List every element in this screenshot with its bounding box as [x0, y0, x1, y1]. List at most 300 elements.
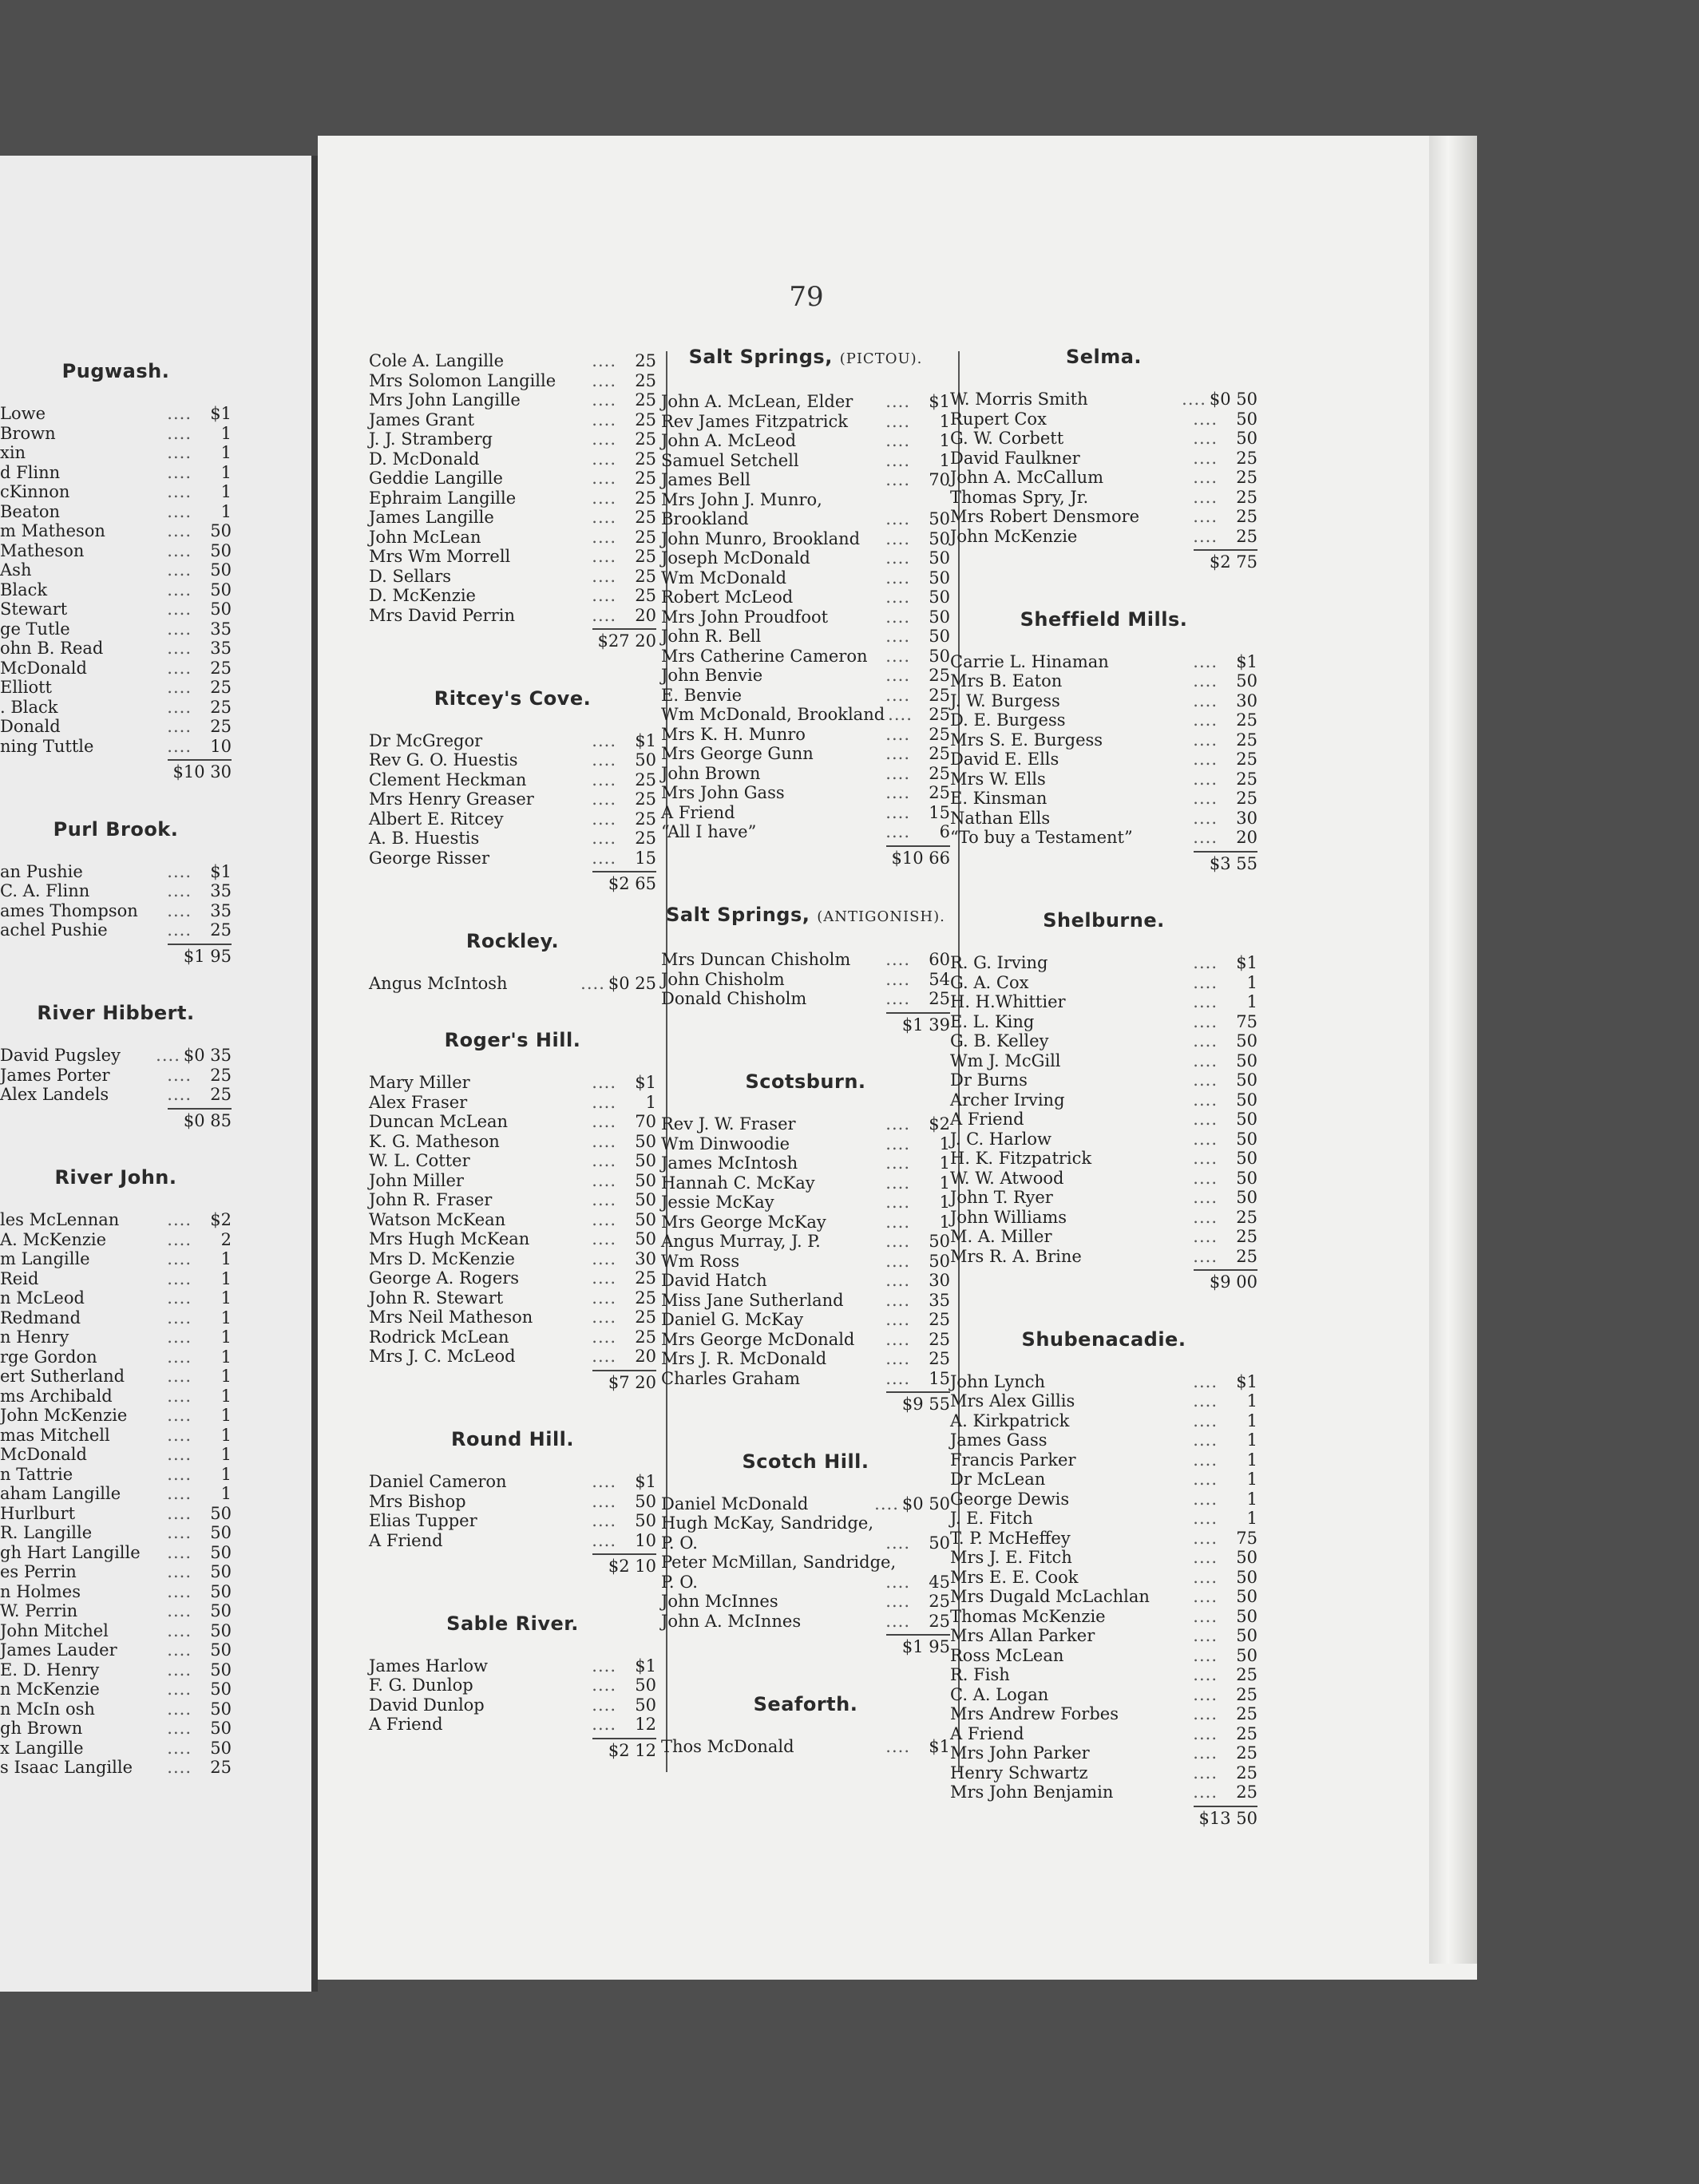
section-gap [661, 1414, 950, 1450]
leader-dots: .... [167, 697, 192, 717]
entry-name: Mrs Neil Matheson [369, 1308, 533, 1327]
section-subtitle: (ANTIGONISH). [817, 908, 945, 925]
entry-amount: 25 [929, 724, 950, 744]
entry-row [661, 989, 950, 1009]
entry-row [661, 1291, 950, 1311]
leader-dots: .... [167, 1699, 192, 1719]
entry-name: Joseph McDonald [661, 548, 810, 568]
entry-amount: 50 [635, 1131, 656, 1151]
entry-name: G. W. Corbett [950, 429, 1064, 448]
leader-dots: .... [1193, 1371, 1218, 1391]
entry-name: John R. Stewart [369, 1288, 504, 1308]
entry-amount: 1 [220, 1327, 232, 1347]
entry-row [950, 1568, 1257, 1588]
leader-dots: .... [1193, 1704, 1218, 1723]
entry-row [661, 1232, 950, 1252]
heading-gap [661, 929, 950, 950]
entry-row [0, 639, 232, 659]
entry-row [0, 1445, 232, 1465]
leader-dots: .... [167, 717, 192, 736]
leader-dots: .... [167, 1268, 192, 1288]
entry-amount: 12 [635, 1715, 656, 1734]
entry-row [661, 392, 950, 412]
entry-name: Elias Tupper [369, 1511, 477, 1530]
entry-amount: 1 [1246, 1410, 1257, 1430]
entry-amount: 50 [210, 599, 232, 619]
entry-name: Jessie McKay [661, 1193, 774, 1212]
entry-row [950, 1646, 1257, 1666]
section-title: Salt Springs, [666, 904, 810, 926]
section-gap [950, 873, 1257, 908]
leader-dots: .... [167, 1347, 192, 1367]
leader-dots: .... [167, 639, 192, 658]
leader-dots: .... [885, 411, 910, 431]
leader-dots: .... [885, 1310, 910, 1329]
heading-gap [369, 1451, 656, 1472]
entry-name: E. D. Henry [0, 1660, 100, 1680]
heading-gap [369, 1636, 656, 1656]
entry-name: Thomas McKenzie [950, 1606, 1106, 1626]
leader-dots: .... [592, 1676, 616, 1695]
entry-row [369, 1073, 656, 1093]
leader-dots: .... [885, 969, 910, 989]
entry-row [661, 529, 950, 549]
leader-dots: .... [167, 1484, 192, 1503]
entry-name: W. L. Cotter [369, 1151, 470, 1170]
entry-row [950, 1724, 1257, 1744]
entry-row [0, 443, 232, 463]
entry-row [369, 1268, 656, 1288]
entry-row [661, 647, 950, 667]
entry-name: Francis Parker [950, 1450, 1076, 1470]
leader-dots: .... [885, 627, 910, 646]
entry-row [661, 764, 950, 784]
entry-row [0, 1699, 232, 1719]
entry-amount: 1 [220, 482, 232, 501]
leader-dots: .... [885, 1232, 910, 1251]
entry-name: Mrs Catherine Cameron [661, 646, 868, 666]
section-heading [661, 1692, 950, 1716]
entry-name: Wm McDonald [661, 568, 787, 588]
entry-amount: 1 [220, 443, 232, 462]
entry-row [369, 1531, 656, 1551]
leader-dots: .... [167, 881, 192, 900]
entry-name: Donald [0, 717, 61, 736]
heading-gap [950, 932, 1257, 953]
leader-dots: .... [885, 802, 910, 822]
entry-row [0, 1601, 232, 1621]
entry-row [369, 547, 656, 567]
leader-dots: .... [1193, 487, 1218, 507]
section-heading [369, 1028, 656, 1052]
leader-dots: .... [885, 1533, 910, 1553]
entry-row [369, 1249, 656, 1269]
leader-dots: .... [592, 1288, 616, 1308]
entry-row [0, 1269, 232, 1289]
entry-amount: 25 [929, 763, 950, 783]
entry-amount: 50 [1236, 1129, 1257, 1149]
section-heading [950, 1327, 1257, 1351]
leader-dots: .... [592, 1347, 616, 1366]
entry-name: Miss Jane Sutherland [661, 1290, 844, 1310]
entry-name: D. Sellars [369, 566, 452, 586]
entry-row [369, 829, 656, 849]
entry-amount: $1 [635, 1472, 656, 1491]
entry-row [0, 1504, 232, 1524]
entry-name: McDonald [0, 658, 87, 678]
entry-name: ames Thompson [0, 900, 138, 920]
entry-row [369, 974, 656, 994]
entry-amount: 30 [1236, 690, 1257, 710]
entry-name: M. A. Miller [950, 1227, 1052, 1246]
entry-row [369, 508, 656, 528]
entry-amount: 54 [929, 969, 950, 989]
leader-dots: .... [592, 527, 616, 547]
entry-row [369, 1511, 656, 1531]
entry-amount: 20 [1236, 828, 1257, 847]
entry-row [661, 1349, 950, 1369]
entry-name: A Friend [950, 1110, 1024, 1129]
heading-gap [0, 383, 232, 404]
leader-dots: .... [1193, 1723, 1218, 1743]
entry-name: David E. Ells [950, 750, 1059, 769]
leader-dots: .... [1193, 507, 1218, 526]
entry-row [950, 1247, 1257, 1267]
entry-amount: 50 [210, 560, 232, 580]
leader-dots: .... [1193, 1129, 1218, 1149]
entry-name: David Pugsley [0, 1046, 121, 1065]
section-heading [661, 1450, 950, 1474]
entry-amount: 60 [929, 950, 950, 969]
entry-row [369, 429, 656, 449]
leader-dots: .... [167, 1581, 192, 1601]
entry-row [661, 451, 950, 471]
entry-amount: $2 [929, 1114, 950, 1134]
leader-dots: .... [1193, 1188, 1218, 1207]
entry-amount: 1 [1246, 1430, 1257, 1450]
entry-name: John Brown [661, 763, 761, 783]
entry-row [661, 705, 950, 725]
leader-dots: .... [1193, 1149, 1218, 1168]
entry-name: rge Gordon [0, 1347, 97, 1367]
entry-name: “All I have” [661, 822, 757, 841]
entry-name: Watson McKean [369, 1209, 506, 1229]
entry-name: m Langille [0, 1249, 90, 1268]
entry-name: Mrs J. C. McLeod [369, 1347, 516, 1366]
entry-row [950, 1607, 1257, 1627]
entry-row [661, 1369, 950, 1389]
entry-row [0, 737, 232, 757]
entry-row [369, 1656, 656, 1676]
entry-amount: 50 [1236, 429, 1257, 448]
entry-name: R. Fish [950, 1665, 1010, 1684]
entry-name: Hugh McKay, Sandridge, [661, 1513, 873, 1533]
section-total: $2 75 [1194, 549, 1257, 572]
entry-row [369, 1151, 656, 1171]
leader-dots: .... [592, 586, 616, 605]
entry-row [661, 1310, 950, 1330]
entry-amount: 1 [220, 501, 232, 521]
entry-row [950, 1450, 1257, 1470]
leader-dots: .... [1193, 1626, 1218, 1645]
entry-row [369, 528, 656, 548]
heading-gap [369, 953, 656, 974]
entry-amount: $0 25 [608, 973, 656, 993]
entry-name: W. W. Atwood [950, 1168, 1064, 1188]
entry-row [950, 1051, 1257, 1071]
entry-row [661, 1271, 950, 1291]
entry-name: Wm Dinwoodie [661, 1134, 790, 1153]
entry-row [369, 1472, 656, 1492]
entry-amount: $1 [210, 404, 232, 423]
leader-dots: .... [888, 705, 913, 724]
entry-name: Mrs David Perrin [369, 605, 515, 625]
entry-amount: 25 [635, 1308, 656, 1327]
entry-amount: 25 [929, 685, 950, 705]
entry-amount: 35 [210, 619, 232, 639]
leader-dots: .... [1193, 953, 1218, 972]
entry-name: Rev James Fitzpatrick [661, 411, 848, 431]
entry-name: d Flinn [0, 462, 61, 482]
entry-row [661, 470, 950, 490]
entry-row [950, 1509, 1257, 1529]
leader-dots: .... [592, 370, 616, 390]
section-gap [661, 1035, 950, 1070]
entry-row [369, 586, 656, 606]
entry-name: A. Kirkpatrick [950, 1410, 1070, 1430]
leader-dots: .... [1193, 1430, 1218, 1450]
entry-name: A Friend [369, 1715, 443, 1734]
entry-amount: 1 [939, 1212, 950, 1232]
entry-name: D. McKenzie [369, 586, 476, 605]
leader-dots: .... [592, 508, 616, 527]
entry-name: James Gass [950, 1430, 1048, 1450]
entry-name: David Dunlop [369, 1695, 485, 1715]
entry-amount: 50 [929, 1232, 950, 1251]
entry-row [369, 1190, 656, 1210]
entry-row [369, 567, 656, 587]
leader-dots: .... [885, 685, 910, 705]
entry-name: Ross McLean [950, 1645, 1064, 1665]
entry-name: G. B. Kelley [950, 1031, 1049, 1050]
entry-row [950, 1110, 1257, 1130]
entry-amount: 50 [210, 1620, 232, 1640]
entry-name: Angus McIntosh [369, 973, 508, 993]
entry-row [661, 1612, 950, 1632]
entry-amount: $1 [1236, 953, 1257, 972]
entry-row [0, 1523, 232, 1543]
entry-row [661, 490, 950, 510]
leader-dots: .... [167, 1085, 192, 1104]
leader-dots: .... [1193, 1246, 1218, 1266]
entry-amount: 50 [1236, 1645, 1257, 1665]
entry-name: es Perrin [0, 1562, 77, 1581]
entry-row [950, 1704, 1257, 1724]
leader-dots: .... [167, 1542, 192, 1562]
entry-row [950, 1782, 1257, 1802]
entry-name: John Lynch [950, 1371, 1046, 1391]
leader-dots: .... [167, 501, 192, 521]
entry-amount: 25 [929, 1329, 950, 1349]
entry-amount: 25 [210, 1758, 232, 1777]
entry-row [0, 1347, 232, 1367]
entry-name: McDonald [0, 1445, 87, 1464]
entry-name: John A. McInnes [661, 1611, 802, 1631]
leader-dots: .... [592, 1112, 616, 1131]
entry-amount: 50 [1236, 1031, 1257, 1050]
entry-name: Mrs Wm Morrell [369, 547, 511, 566]
entry-amount: 25 [635, 586, 656, 605]
entry-amount: 20 [635, 605, 656, 625]
entry-name: John A. McLean, Elder [661, 392, 853, 411]
entry-name: Redmand [0, 1308, 81, 1327]
entry-amount: 50 [210, 1581, 232, 1601]
leader-dots: .... [167, 540, 192, 560]
entry-amount: 50 [635, 1491, 656, 1511]
entry-name: an Pushie [0, 861, 83, 881]
entry-row [0, 1367, 232, 1387]
leader-dots [822, 490, 913, 510]
leader-dots: .... [885, 528, 910, 548]
leader-dots: .... [1193, 1410, 1218, 1430]
entry-amount: 50 [929, 528, 950, 548]
entry-row [0, 1758, 232, 1778]
entry-name: Brown [0, 423, 56, 443]
leader-dots: .... [885, 666, 910, 685]
entry-row [369, 1347, 656, 1367]
entry-amount: 35 [210, 881, 232, 900]
section-heading [0, 359, 232, 383]
entry-amount: 1 [1246, 972, 1257, 992]
entry-name: Matheson [0, 540, 85, 560]
section-title: Ritcey's Cove. [434, 686, 592, 710]
entry-row [950, 429, 1257, 449]
leader-dots: .... [167, 920, 192, 940]
entry-amount: 50 [210, 1523, 232, 1542]
leader-dots: .... [592, 1511, 616, 1530]
section-gap [369, 1392, 656, 1427]
entry-row [661, 803, 950, 823]
section-total: $27 20 [592, 628, 656, 651]
entry-amount: 25 [635, 809, 656, 829]
entry-amount: 15 [929, 802, 950, 822]
entry-row [369, 849, 656, 868]
entry-name: J. W. Burgess [950, 690, 1060, 710]
entry-amount: 1 [220, 1484, 232, 1503]
entry-amount: 1 [939, 450, 950, 470]
leader-dots: .... [1193, 468, 1218, 487]
entry-row [369, 410, 656, 430]
entry-amount: 25 [210, 1065, 232, 1085]
leader-dots: .... [592, 1491, 616, 1511]
leader-dots: .... [1193, 769, 1218, 789]
entry-amount: 50 [929, 627, 950, 646]
leader-dots: .... [1193, 1763, 1218, 1782]
entry-row [950, 1430, 1257, 1450]
entry-amount: 50 [210, 1562, 232, 1581]
entry-row [369, 750, 656, 770]
leader-dots: .... [167, 1640, 192, 1660]
entry-row [661, 1213, 950, 1232]
entry-amount: 35 [210, 900, 232, 920]
entry-amount: 50 [635, 1676, 656, 1695]
entry-amount [913, 1553, 950, 1573]
entry-amount: 25 [1236, 1684, 1257, 1704]
entry-row [950, 691, 1257, 711]
leader-dots: .... [167, 736, 192, 756]
leader-dots: .... [592, 566, 616, 586]
entry-row [661, 412, 950, 432]
section-title: Pugwash. [61, 360, 170, 382]
entry-name: James Langille [369, 508, 494, 527]
entry-amount: $1 [929, 1736, 950, 1756]
entry-amount: 1 [220, 1249, 232, 1268]
leader-dots: .... [592, 1530, 616, 1550]
leader-dots: .... [885, 724, 910, 744]
leader-dots: .... [592, 429, 616, 449]
entry-name: Mrs B. Eaton [950, 671, 1063, 690]
leader-dots: .... [1193, 710, 1218, 730]
entry-row [950, 1031, 1257, 1051]
entry-name: Mrs S. E. Burgess [950, 730, 1103, 750]
entry-amount: $1 [929, 392, 950, 411]
leader-dots: .... [885, 1572, 910, 1592]
entry-row [950, 1090, 1257, 1110]
entry-name: Mrs Duncan Chisholm [661, 950, 851, 969]
entry-row [0, 1484, 232, 1504]
entry-row [0, 404, 232, 424]
entry-name: Mrs George Gunn [661, 744, 814, 763]
leader-dots: .... [167, 861, 192, 881]
entry-row [950, 1188, 1257, 1208]
entry-amount: 1 [939, 431, 950, 450]
entry-amount: 25 [635, 527, 656, 547]
entry-name: Mrs W. Ells [950, 769, 1046, 789]
entry-name: Reid [0, 1268, 39, 1288]
entry-amount: 50 [210, 1542, 232, 1562]
section-heading [369, 1427, 656, 1451]
leader-dots: .... [885, 1193, 910, 1212]
leader-dots: .... [1193, 1391, 1218, 1410]
section-title: Seaforth. [753, 1692, 858, 1715]
leader-dots: .... [885, 450, 910, 470]
leader-dots: .... [1193, 1684, 1218, 1704]
entry-amount: 25 [1236, 1763, 1257, 1782]
entry-row [0, 1046, 232, 1066]
section-total: $13 50 [1194, 1806, 1257, 1829]
entry-name: Brookland [661, 509, 749, 528]
entry-name: Duncan McLean [369, 1112, 509, 1131]
section-title: Sheffield Mills. [1020, 607, 1188, 631]
leader-dots: .... [1193, 690, 1218, 710]
entry-amount: 1 [1246, 1470, 1257, 1489]
entry-row [950, 527, 1257, 547]
entry-amount: 35 [210, 639, 232, 658]
entry-name: m Matheson [0, 521, 105, 540]
leader-dots: .... [167, 1406, 192, 1425]
entry-name: John Chisholm [661, 969, 785, 989]
entry-amount: 25 [929, 705, 950, 724]
entry-name: John Mitchel [0, 1620, 109, 1640]
entry-amount: $1 [210, 861, 232, 881]
entry-name: A Friend [661, 802, 735, 822]
entry-row [369, 371, 656, 391]
entry-row [369, 1171, 656, 1191]
entry-name: Mrs Allan Parker [950, 1626, 1095, 1645]
entry-name: Peter McMillan, Sandridge, [661, 1553, 897, 1572]
section-total: $9 00 [1194, 1269, 1257, 1292]
entry-name: Mrs D. McKenzie [369, 1248, 515, 1268]
